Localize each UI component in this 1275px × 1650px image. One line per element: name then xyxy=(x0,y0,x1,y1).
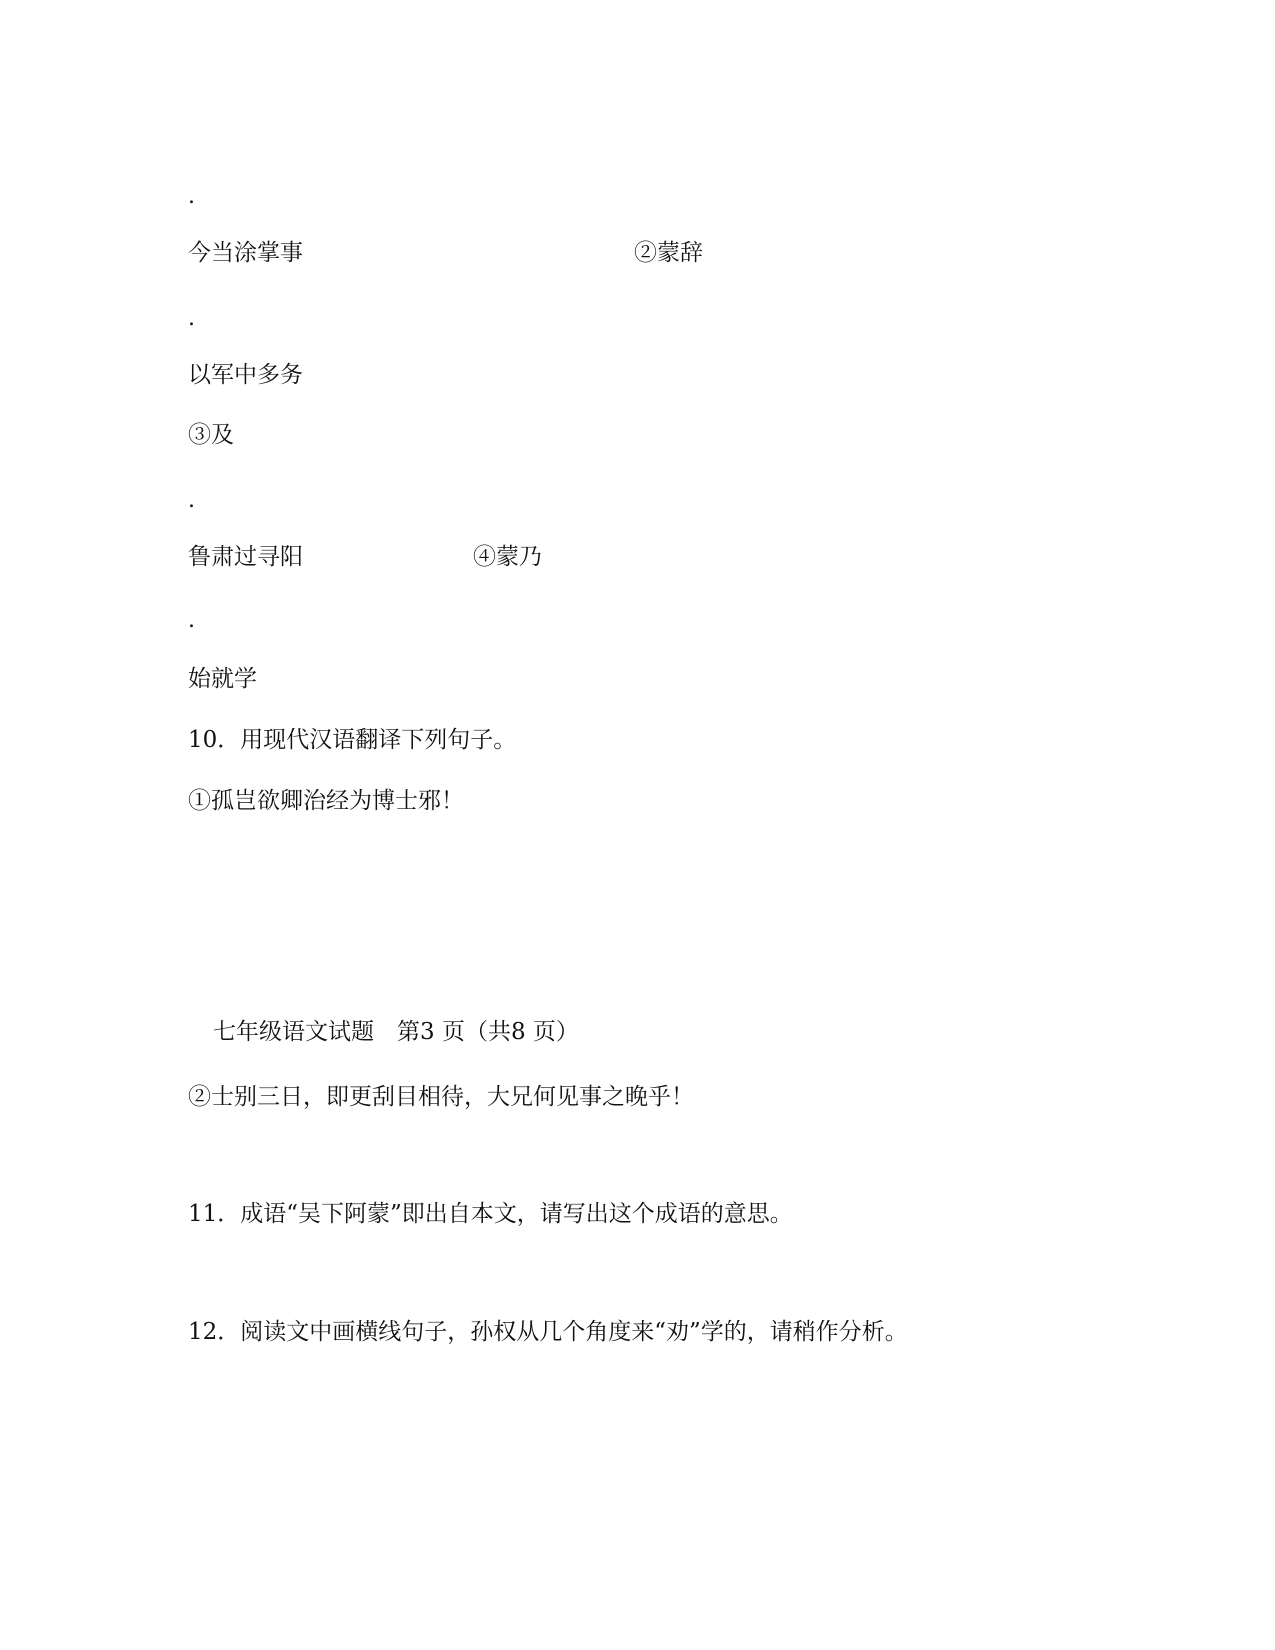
text-line: ③及 xyxy=(188,422,234,448)
text-line: 今当涂掌事 xyxy=(188,240,303,266)
question-12: 12．阅读文中画横线句子，孙权从几个角度来“劝”学的，请稍作分析。 xyxy=(188,1319,908,1345)
dot-marker: . xyxy=(188,488,195,513)
text-line: ④蒙乃 xyxy=(473,544,542,570)
text-line: 鲁肃过寻阳 xyxy=(188,544,303,570)
question-10-item-2: ②士别三日，即更刮目相待，大兄何见事之晚乎！ xyxy=(188,1084,694,1110)
text-line: 始就学 xyxy=(188,666,257,692)
page-footer: 七年级语文试题 第3 页（共8 页） xyxy=(213,1019,579,1045)
text-line: 以军中多务 xyxy=(188,362,303,388)
question-10-item-1: ①孤岂欲卿治经为博士邪！ xyxy=(188,788,464,814)
question-10: 10．用现代汉语翻译下列句子。 xyxy=(188,727,517,753)
question-11: 11．成语“吴下阿蒙”即出自本文，请写出这个成语的意思。 xyxy=(188,1201,793,1227)
dot-marker: . xyxy=(188,608,195,633)
text-line: ②蒙辞 xyxy=(634,240,703,266)
dot-marker: . xyxy=(188,184,195,209)
dot-marker: . xyxy=(188,306,195,331)
